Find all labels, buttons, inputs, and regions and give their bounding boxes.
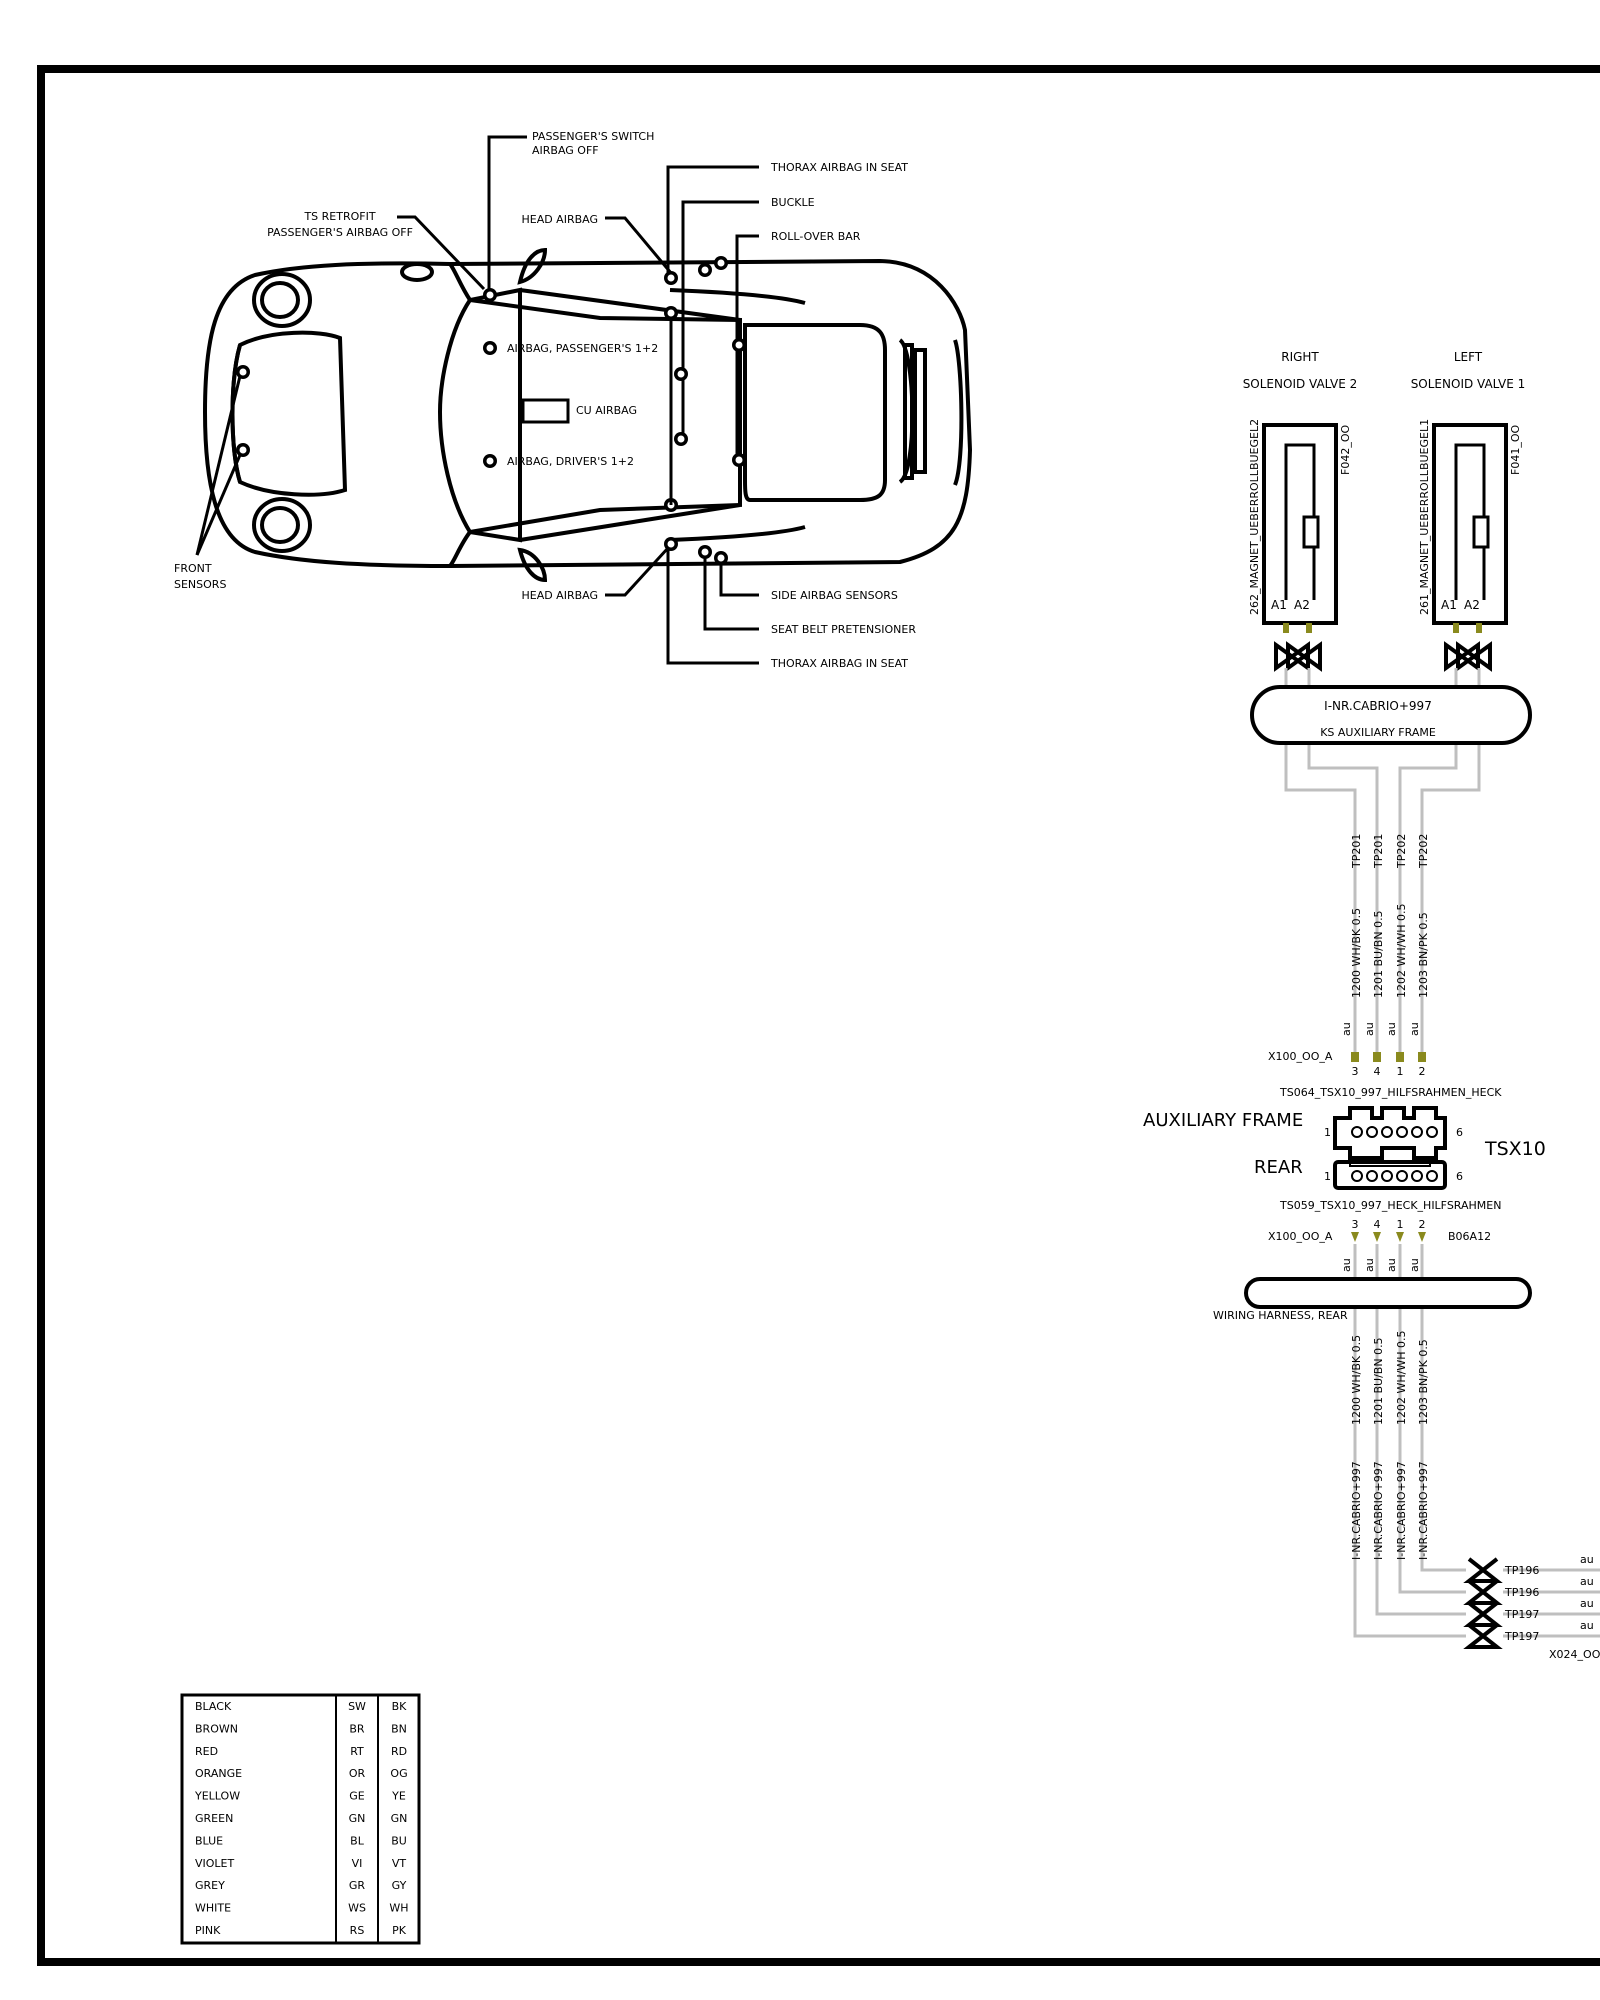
valve2-code: F042_OO	[1339, 424, 1352, 475]
ts-retrofit-label-1: TS RETROFIT	[304, 210, 376, 223]
legend-code-en: OG	[390, 1767, 408, 1781]
legend-code-de: GR	[348, 1879, 366, 1893]
tsx10-connector-bottom	[1335, 1162, 1445, 1188]
svg-text:au: au	[1385, 1258, 1398, 1272]
svg-text:1200 WH/BK 0.5: 1200 WH/BK 0.5	[1350, 907, 1363, 998]
svg-text:1: 1	[1396, 1065, 1404, 1078]
ks-line-2: KS AUXILIARY FRAME	[1320, 726, 1436, 739]
svg-text:I-NR.CABRIO+997: I-NR.CABRIO+997	[1417, 1461, 1430, 1560]
svg-text:au: au	[1408, 1022, 1421, 1036]
conn-bottom-pin-1: 1	[1324, 1170, 1331, 1183]
x100-top-pins	[1352, 1065, 1426, 1078]
legend-code-de: RT	[350, 1744, 364, 1758]
legend-code-en: PK	[392, 1924, 406, 1937]
legend-color-name: RED	[195, 1744, 219, 1758]
svg-text:4: 4	[1373, 1065, 1381, 1078]
valve1-pin-a2: A2	[1464, 598, 1480, 612]
legend-code-de: BL	[350, 1834, 364, 1848]
valve1-name: 261_MAGNET_UEBERROLLBUEGEL1	[1418, 418, 1431, 615]
svg-text:1202 WH/WH 0.5: 1202 WH/WH 0.5	[1395, 903, 1408, 998]
page-frame	[41, 69, 1600, 1962]
legend-code-en: BK	[391, 1700, 407, 1713]
seat-belt-pretensioner-label: SEAT BELT PRETENSIONER	[771, 623, 916, 636]
valve2-pin-a1: A1	[1271, 598, 1287, 612]
valve1-code: F041_OO	[1509, 424, 1522, 475]
conn-top-pin-6: 6	[1456, 1126, 1463, 1139]
svg-text:1201 BU/BN 0.5: 1201 BU/BN 0.5	[1372, 1337, 1385, 1425]
solenoid-valve-1-label: SOLENOID VALVE 1	[1410, 377, 1526, 391]
legend-color-name: GREY	[195, 1879, 225, 1893]
svg-text:1202 WH/WH 0.5: 1202 WH/WH 0.5	[1395, 1330, 1408, 1425]
legend-code-en: RD	[390, 1744, 408, 1758]
svg-text:1201 BU/BN 0.5: 1201 BU/BN 0.5	[1372, 910, 1385, 998]
x100-top-label: X100_OO_A	[1268, 1050, 1333, 1063]
schematic	[1143, 350, 1600, 1661]
svg-text:au: au	[1340, 1022, 1353, 1036]
car-leader-lines	[197, 137, 759, 663]
conn-bottom-pin-6: 6	[1456, 1170, 1463, 1183]
airbag-drivers-label: AIRBAG, DRIVER'S 1+2	[507, 455, 634, 468]
legend-code-en: BU	[391, 1834, 407, 1848]
svg-text:I-NR.CABRIO+997: I-NR.CABRIO+997	[1395, 1461, 1408, 1560]
side-airbag-sensors-label: SIDE AIRBAG SENSORS	[771, 589, 898, 602]
valve2-name: 262_MAGNET_UEBERROLLBUEGEL2	[1248, 418, 1261, 615]
tp-bottom-labels	[1504, 1553, 1594, 1643]
conn-top-pin-1: 1	[1324, 1126, 1331, 1139]
valve1-pin-a1: A1	[1441, 598, 1457, 612]
legend-code-en: YE	[392, 1789, 406, 1803]
legend-code-de: RS	[349, 1924, 365, 1937]
svg-text:3: 3	[1351, 1065, 1359, 1078]
rear-label: REAR	[1254, 1157, 1303, 1178]
svg-text:TP196: TP196	[1505, 1586, 1540, 1599]
svg-text:2: 2	[1418, 1065, 1426, 1078]
wiring-harness-rear-capsule	[1246, 1279, 1530, 1307]
color-legend	[182, 1695, 419, 1943]
legend-code-en: GN	[390, 1812, 408, 1825]
legend-code-de: SW	[348, 1700, 366, 1713]
svg-text:3: 3	[1351, 1218, 1359, 1231]
legend-code-de: GN	[348, 1812, 366, 1825]
svg-text:au: au	[1580, 1575, 1594, 1588]
svg-text:au: au	[1363, 1258, 1376, 1272]
cu-airbag-box	[523, 400, 568, 422]
svg-text:au: au	[1580, 1619, 1594, 1632]
legend-code-de: VI	[351, 1856, 363, 1870]
x024-connector-symbols	[1469, 1559, 1497, 1647]
svg-text:TP202: TP202	[1417, 833, 1430, 868]
x100-bottom-pins	[1352, 1218, 1426, 1231]
legend-code-de: WS	[348, 1901, 366, 1915]
legend-code-en: GY	[391, 1879, 407, 1893]
thorax-airbag-bottom-label: THORAX AIRBAG IN SEAT	[771, 657, 909, 670]
airbag-passengers-label: AIRBAG, PASSENGER'S 1+2	[507, 342, 659, 355]
legend-code-de: OR	[348, 1767, 366, 1781]
svg-text:TP197: TP197	[1505, 1630, 1540, 1643]
auxiliary-frame-label: AUXILIARY FRAME	[1143, 1110, 1304, 1131]
legend-color-name: YELLOW	[195, 1789, 241, 1803]
lower-wire-labels	[1350, 1331, 1430, 1560]
cu-airbag-label: CU AIRBAG	[576, 404, 638, 417]
legend-color-name: BLUE	[195, 1834, 224, 1848]
legend-color-name: WHITE	[195, 1901, 232, 1915]
ts-retrofit-label-2: PASSENGER'S AIRBAG OFF	[267, 226, 413, 239]
svg-text:I-NR.CABRIO+997: I-NR.CABRIO+997	[1350, 1461, 1363, 1560]
x100-bottom-contacts	[1351, 1232, 1426, 1242]
legend-color-name: BLACK	[195, 1700, 232, 1713]
wiring-harness-rear-label: WIRING HARNESS, REAR	[1213, 1309, 1348, 1322]
legend-color-name: GREEN	[195, 1812, 234, 1825]
svg-text:au: au	[1385, 1022, 1398, 1036]
ts064-label: TS064_TSX10_997_HILFSRAHMEN_HECK	[1280, 1086, 1502, 1099]
legend-color-name: VIOLET	[195, 1856, 235, 1870]
tsx10-label: TSX10	[1485, 1138, 1546, 1160]
legend-code-en: VT	[391, 1856, 407, 1870]
svg-text:I-NR.CABRIO+997: I-NR.CABRIO+997	[1372, 1461, 1385, 1560]
tsx10-connector-top	[1335, 1108, 1445, 1158]
svg-text:au: au	[1580, 1553, 1594, 1566]
ks-line-1: I-NR.CABRIO+997	[1324, 699, 1432, 713]
svg-text:au: au	[1580, 1597, 1594, 1610]
ts059-label: TS059_TSX10_997_HECK_HILFSRAHMEN	[1280, 1199, 1502, 1212]
svg-text:2: 2	[1418, 1218, 1426, 1231]
svg-text:1203 BN/PK 0.5: 1203 BN/PK 0.5	[1417, 912, 1430, 998]
valve2-pin-a2: A2	[1294, 598, 1310, 612]
svg-text:TP202: TP202	[1395, 833, 1408, 868]
x024-label: X024_OO	[1549, 1648, 1600, 1661]
head-airbag-bottom-label: HEAD AIRBAG	[521, 589, 598, 602]
legend-code-de: GE	[349, 1789, 365, 1803]
legend-color-name: ORANGE	[195, 1767, 243, 1781]
svg-text:TP197: TP197	[1505, 1608, 1540, 1621]
solenoid-valve-1	[1418, 419, 1522, 668]
x100-bottom-label: X100_OO_A	[1268, 1230, 1333, 1243]
buckle-label: BUCKLE	[771, 196, 815, 209]
left-label: LEFT	[1453, 350, 1483, 364]
svg-text:au: au	[1363, 1022, 1376, 1036]
svg-text:TP196: TP196	[1505, 1564, 1540, 1577]
svg-text:TP201: TP201	[1372, 833, 1385, 868]
lower-au-labels	[1340, 1258, 1421, 1272]
svg-text:au: au	[1408, 1258, 1421, 1272]
solenoid-valve-2	[1248, 419, 1352, 668]
b06a12-label: B06A12	[1448, 1230, 1492, 1243]
svg-text:au: au	[1340, 1258, 1353, 1272]
legend-code-en: WH	[389, 1901, 409, 1915]
x100-top-contacts	[1351, 1052, 1426, 1062]
head-airbag-top-label: HEAD AIRBAG	[521, 213, 598, 226]
legend-code-en: BN	[391, 1722, 407, 1736]
legend-code-de: BR	[349, 1722, 365, 1736]
svg-text:1203 BN/PK 0.5: 1203 BN/PK 0.5	[1417, 1339, 1430, 1425]
legend-color-name: BROWN	[195, 1722, 238, 1736]
front-sensors-label-2: SENSORS	[174, 578, 227, 591]
right-label: RIGHT	[1281, 350, 1319, 364]
svg-text:TP201: TP201	[1350, 833, 1363, 868]
solenoid-valve-2-label: SOLENOID VALVE 2	[1242, 377, 1358, 391]
svg-text:1200 WH/BK 0.5: 1200 WH/BK 0.5	[1350, 1334, 1363, 1425]
svg-text:4: 4	[1373, 1218, 1381, 1231]
passenger-switch-label-1: PASSENGER'S SWITCH	[532, 130, 655, 143]
roll-over-bar-label: ROLL-OVER BAR	[771, 230, 861, 243]
front-sensors-label-1: FRONT	[174, 562, 212, 575]
thorax-airbag-top-label: THORAX AIRBAG IN SEAT	[771, 161, 909, 174]
svg-text:1: 1	[1396, 1218, 1404, 1231]
passenger-switch-label-2: AIRBAG OFF	[532, 144, 599, 157]
legend-color-name: PINK	[195, 1924, 221, 1937]
